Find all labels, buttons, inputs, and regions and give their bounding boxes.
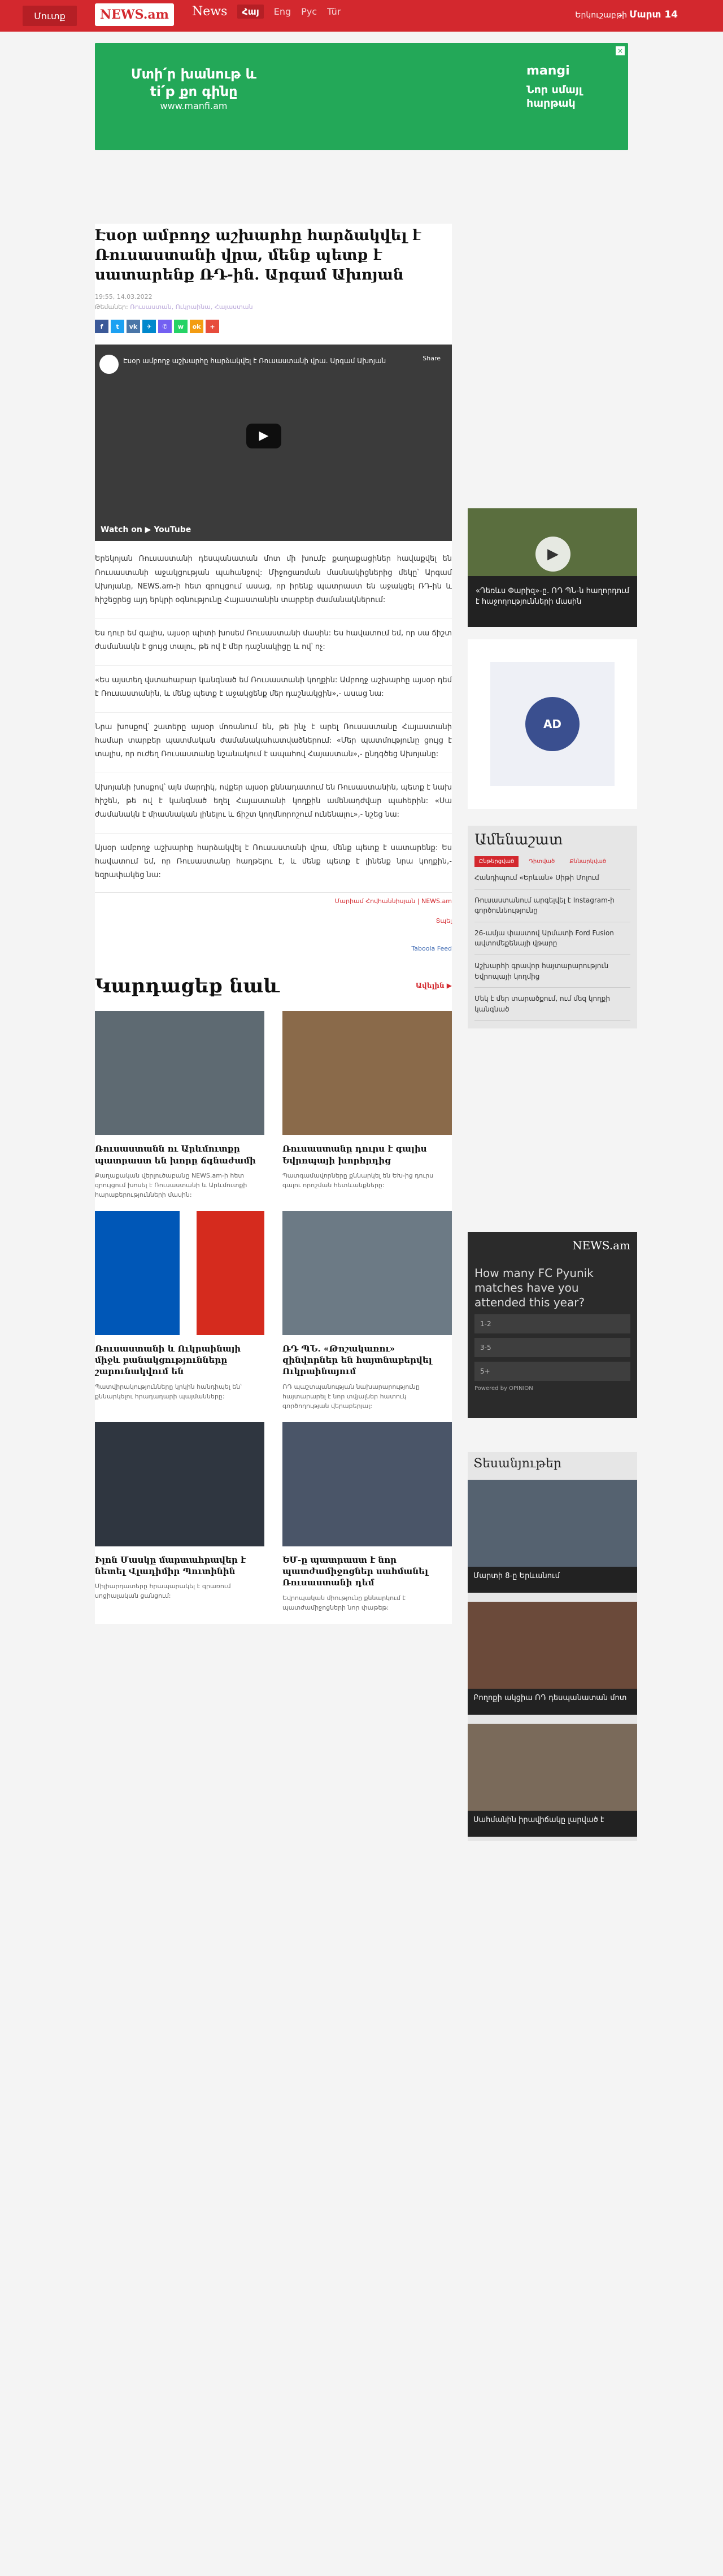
- top-navbar: [0, 0, 723, 32]
- list-item[interactable]: 26-ամյա փաստով Արմատի Ford Fusion ավտոմեքենայի վթարը: [474, 922, 630, 955]
- play-icon[interactable]: ▶: [535, 537, 570, 572]
- banner-tagline: Նոր սմայլ հարթակ: [526, 83, 582, 110]
- main-nav: [192, 5, 341, 19]
- play-icon[interactable]: ▶: [246, 424, 281, 448]
- print-link[interactable]: Տպել: [435, 917, 452, 925]
- related-more-link[interactable]: Ավելին ▶: [415, 982, 452, 990]
- poll-powered-by: Powered by OPINION: [474, 1385, 533, 1392]
- poll-question: How many FC Pyunik matches have you attended this year?: [474, 1266, 594, 1310]
- twitter-share-icon[interactable]: t: [111, 320, 124, 333]
- whatsapp-share-icon[interactable]: w: [174, 320, 188, 333]
- article-paragraph: Ես դուր եմ գալիս, այսօր պիտի խոսեմ Ռուսաստանի մասին: Ես հավատում եմ, որ սա ճիշտ ժամանակն է ցույց տալու, թե ով է մեր դաշնակիցը և ով՝ ոչ:: [95, 618, 452, 654]
- related-card-desc: Պատվիրակությունները կրկին հանդիպել են՝ քննարկելու հրադադարի պայմանները:: [95, 1383, 242, 1400]
- popular-caption[interactable]: Բողոքի ակցիա ՌԴ դեսպանատան մոտ: [468, 1689, 637, 1715]
- video-player[interactable]: [95, 345, 452, 541]
- poll-option[interactable]: 3-5: [474, 1338, 630, 1357]
- tags-label: Թեմաներ: [95, 303, 127, 311]
- popular-item[interactable]: [468, 1480, 637, 1593]
- related-card[interactable]: [95, 1422, 264, 1612]
- related-card-desc: Միլիարդատերը հրապարակել է գրառում սոցիալական ցանցում:: [95, 1583, 231, 1600]
- related-card-title[interactable]: ԵՄ-ը պատրաստ է նոր պատժամիջոցներ սահմանել Ռուսաստանի դեմ: [282, 1554, 429, 1588]
- sidebar-ad[interactable]: [468, 639, 637, 809]
- ad-logo: AD: [525, 697, 580, 751]
- related-card-desc: Եվրոպական միությունը քննարկում է պատժամիջոցների նոր փաթեթ:: [282, 1594, 406, 1611]
- popular-caption[interactable]: Սահմանին իրավիճակը լարված է: [468, 1811, 637, 1837]
- related-card-title[interactable]: Ռուսաստանի և Ուկրաինայի միջև բանակցությունները շարունակվում են: [95, 1343, 241, 1377]
- popular-caption[interactable]: Մարտի 8-ը Երևանում: [468, 1567, 637, 1593]
- article-paragraph: Այսօր ամբողջ աշխարհը հարձակվել է Ռուսաստանի վրա, մենք պետք է սատարենք: Ես հավատում եմ, որ Ռուսաստանը հաղթելու է, և մենք պետք է լինենք նրա կողքին,- եզրափակեց նա:: [95, 833, 452, 882]
- tags-links[interactable]: Ռուսաստան, Ուկրաինա, Հայաստան: [130, 303, 253, 311]
- sidebar-video-caption[interactable]: «Դեռևս Փարիզ»-ը. ՌԴ ՊՆ-ն հաղորդում է հաջողությունների մասին: [468, 576, 637, 627]
- article-meta: [95, 292, 452, 312]
- related-card[interactable]: [282, 1422, 452, 1612]
- popular-item[interactable]: [468, 1724, 637, 1837]
- most-read-title: Ամենաշատ: [474, 831, 563, 848]
- viber-share-icon[interactable]: ✆: [158, 320, 172, 333]
- poll-option[interactable]: 1-2: [474, 1314, 630, 1333]
- tab-viewed[interactable]: Դիտված: [529, 858, 555, 865]
- facebook-share-icon[interactable]: f: [95, 320, 108, 333]
- related-card-desc: Պատգամավորները քննարկել են ԵԽ-ից դուրս գալու որոշման հետևանքները:: [282, 1171, 434, 1189]
- related-card-desc: Քաղաքական վերլուծաբանը NEWS.am-ի հետ զրույցում խոսել է Ռուսաստանի և Արևմուտքի հարաբերությունների մասին:: [95, 1171, 247, 1198]
- sidebar-video[interactable]: [468, 508, 637, 627]
- related-card[interactable]: [95, 1011, 264, 1200]
- banner-left: [117, 66, 270, 112]
- poll-logo: NEWS.am: [572, 1239, 630, 1253]
- related-card-desc: ՌԴ պաշտպանության նախարարությունը հայտարարել է նոր տվյալներ հատուկ գործողության վերաբերյալ:: [282, 1383, 420, 1410]
- related-title: Կարդացեք նաև: [95, 975, 280, 998]
- popular-title: Տեսանյութեր: [473, 1457, 562, 1471]
- related-card-title[interactable]: ՌԴ ՊՆ. «Թոշակառու» զինվորներ են հայտնաբերվել Ուկրաինայում: [282, 1343, 432, 1377]
- banner-slogan: Մտի՛ր խանութ և ti՛p քո գինը: [130, 66, 257, 100]
- poll-option[interactable]: 5+: [474, 1362, 630, 1381]
- header-date: [575, 9, 678, 20]
- more-share-icon[interactable]: +: [206, 320, 219, 333]
- popular-item[interactable]: [468, 1602, 637, 1715]
- list-item[interactable]: Աշխարհի գրավոր հայտարարություն Եվրոպայի կողմից: [474, 955, 630, 988]
- article-paragraph: Ախոյանի խոսքով՝ այն մարդիկ, ովքեր այսօր քննադատում են Ռուսաստանին, պետք է նախ հիշեն, թե ով է կանգնած եղել Հայաստանի կողքին ամենադժվար պահերին: «Սա ժամանակն է միասնական լինելու և ճիշտ կողմնորոշում ունենալու»,- նշեց նա:: [95, 773, 452, 822]
- list-item[interactable]: Մեկ է մեր տարածքում, ում մեզ կողքի կանգնած: [474, 988, 630, 1021]
- video-title: Էսօր ամբողջ աշխարհը հարձակվել է Ռուսաստանի վրա. Արգամ Ախոյան: [123, 357, 386, 365]
- related-card-title[interactable]: Ռուսաստանը դուրս է գալիս Եվրոպայի խորհրդից: [282, 1144, 427, 1166]
- article: [95, 224, 452, 1624]
- related-card-title[interactable]: Ռուսաստանն ու Արևմուտքը պատրաստ են խորը ճգնաժամի: [95, 1144, 256, 1166]
- article-paragraph: Երեկոյան Ռուսաստանի դեսպանատան մոտ մի խումբ քաղաքացիներ հավաքվել են Ռուսաստանի աջակցության պահանջով: Միջոցառման մասնակիցներից մեկը՝ Արգամ Ախոյանը, NEWS.am-ի հետ զրույցում ասաց, որ իրենք պատրաստ են աջակցել ՌԴ-ին և հիշեցրեց այդ երկրի օգնությունը Հայաստանին տարբեր ժամանակներում:: [95, 555, 452, 604]
- taboola-feed-label[interactable]: Taboola Feed: [411, 945, 452, 953]
- related-card[interactable]: [95, 1211, 264, 1411]
- related-card-title[interactable]: Իլոն Մասկը մարտահրավեր է նետել Վլադիմիր Պուտինին: [95, 1554, 246, 1577]
- vk-share-icon[interactable]: vk: [127, 320, 140, 333]
- nav-lang-ru[interactable]: Рус: [301, 6, 317, 17]
- date-weekday: Երկուշաբթի: [575, 11, 627, 20]
- sidebar: [468, 508, 637, 1841]
- nav-lang-tr[interactable]: Tür: [327, 6, 341, 17]
- related-card-image[interactable]: [282, 1211, 452, 1335]
- video-share[interactable]: Share: [423, 355, 441, 363]
- banner-brand: mangi: [526, 64, 570, 78]
- list-item[interactable]: Հանդիպում «Երևան» Սիթի Մոլում: [474, 867, 630, 890]
- related-card[interactable]: [282, 1211, 452, 1411]
- tab-discussed[interactable]: Քննարկված: [569, 858, 607, 865]
- article-source[interactable]: Մարիամ Հովհաննիսյան | NEWS.am: [95, 892, 452, 905]
- content-area: [95, 169, 628, 2530]
- ad-banner[interactable]: [95, 43, 628, 150]
- most-read-box: [468, 826, 637, 1028]
- article-paragraph: «Ես այստեղ վստահաբար կանգնած եմ Ռուսաստանի կողքին: Ամբողջ աշխարհը այսօր դեմ է Ռուսաստանին, և մենք պետք է աջակցենք մեր դաշնակցին»,- ասաց նա:: [95, 665, 452, 701]
- site-logo[interactable]: NEWS.am: [95, 3, 174, 26]
- popular-videos: [468, 1452, 637, 1841]
- most-read-tabs: [474, 856, 630, 867]
- related-grid: [95, 1011, 452, 1612]
- telegram-share-icon[interactable]: ✈: [142, 320, 156, 333]
- related-heading: [95, 975, 452, 997]
- date-day: Մարտ 14: [629, 9, 678, 20]
- tab-read[interactable]: Ընթերցված: [474, 856, 519, 867]
- article-title: Էսօր ամբողջ աշխարհը հարձակվել է Ռուսաստանի վրա, մենք պետք է սատարենք ՌԴ-ին. Արգամ Ախոյան: [95, 227, 421, 284]
- share-bar: [95, 320, 452, 333]
- article-tags: Թեմաներ: Ռուսաստան, Ուկրաինա, Հայաստան: [95, 303, 253, 311]
- watch-on-youtube[interactable]: Watch on ▶ YouTube: [101, 525, 191, 535]
- banner-right: [526, 63, 611, 111]
- article-time: 19:55, 14.03.2022: [95, 293, 153, 301]
- related-card-image[interactable]: [282, 1422, 452, 1546]
- related-card-image[interactable]: [95, 1011, 264, 1135]
- banner-url: www.manfi.am: [160, 101, 228, 112]
- list-item[interactable]: Ռուսաստանում արգելվել է Instagram-ի գործունեությունը: [474, 890, 630, 922]
- login-button[interactable]: Մուտք: [23, 6, 77, 26]
- banner-close-icon[interactable]: ×: [616, 46, 625, 55]
- related-card-image[interactable]: [95, 1211, 264, 1335]
- poll-widget: [468, 1232, 637, 1418]
- related-card-image[interactable]: [95, 1422, 264, 1546]
- related-card[interactable]: [282, 1011, 452, 1200]
- nav-lang-en[interactable]: Eng: [273, 6, 291, 17]
- nav-news[interactable]: News: [192, 5, 228, 19]
- channel-avatar: [99, 355, 119, 374]
- ok-share-icon[interactable]: ok: [190, 320, 203, 333]
- related-card-image[interactable]: [282, 1011, 452, 1135]
- article-paragraph: Նրա խոսքով՝ շատերը այսօր մոռանում են, թե ինչ է արել Ռուսաստանը Հայաստանի համար տարբեր պատմական ժամանակահատվածներում: «Մեր պատմությունը ցույց է տալիս, որ ուժեղ Ռուսաստանը նշանակում է ապահով Հայաստան»,- ընդգծեց Ախոյանը:: [95, 712, 452, 761]
- nav-lang-hy[interactable]: Հայ: [237, 5, 263, 19]
